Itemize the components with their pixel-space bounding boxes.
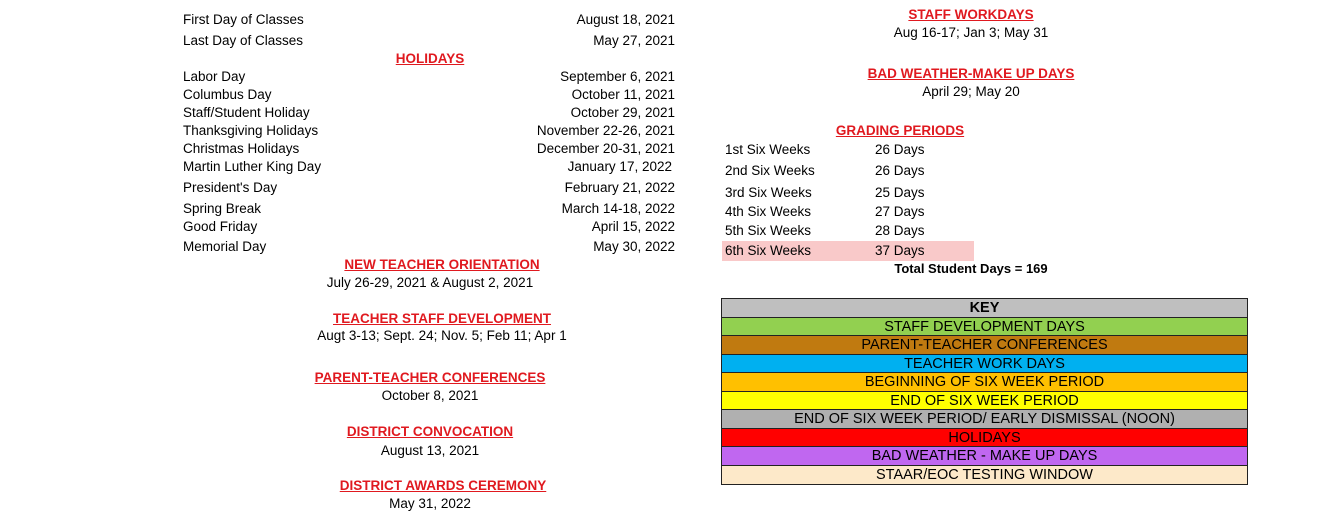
holiday-date: October 11, 2021 bbox=[571, 87, 675, 102]
holiday-date: September 6, 2021 bbox=[560, 69, 675, 84]
holiday-label: Thanksgiving Holidays bbox=[183, 123, 319, 138]
grading-period-label: 6th Six Weeks bbox=[725, 243, 812, 258]
convocation-dates: August 13, 2021 bbox=[380, 443, 480, 458]
grading-period-label: 4th Six Weeks bbox=[725, 204, 812, 219]
last-day-date: May 27, 2021 bbox=[593, 33, 675, 48]
key-item: PARENT-TEACHER CONFERENCES bbox=[722, 336, 1247, 355]
holiday-label: Christmas Holidays bbox=[183, 141, 300, 156]
new-teacher-dates: July 26-29, 2021 & August 2, 2021 bbox=[326, 275, 534, 290]
awards-heading: DISTRICT AWARDS CEREMONY bbox=[339, 478, 547, 493]
holiday-date: November 22-26, 2021 bbox=[536, 123, 675, 138]
grading-period-label: 2nd Six Weeks bbox=[725, 163, 815, 178]
holiday-date: March 14-18, 2022 bbox=[561, 201, 675, 216]
first-day-label: First Day of Classes bbox=[183, 12, 304, 27]
grading-period-days: 26 Days bbox=[875, 142, 925, 157]
grading-period-label: 1st Six Weeks bbox=[725, 142, 811, 157]
holiday-label: Martin Luther King Day bbox=[183, 159, 322, 174]
holiday-label: President's Day bbox=[183, 180, 278, 195]
holiday-date: February 21, 2022 bbox=[564, 180, 675, 195]
total-student-days: Total Student Days = 169 bbox=[894, 261, 1048, 276]
first-day-date: August 18, 2021 bbox=[576, 12, 675, 27]
grading-heading: GRADING PERIODS bbox=[835, 123, 965, 138]
grading-period-label: 5th Six Weeks bbox=[725, 223, 812, 238]
grading-period-days: 25 Days bbox=[875, 185, 925, 200]
key-item: END OF SIX WEEK PERIOD/ EARLY DISMISSAL (NOON) bbox=[722, 410, 1247, 429]
holidays-heading: HOLIDAYS bbox=[395, 51, 465, 66]
bad-weather-heading: BAD WEATHER-MAKE UP DAYS bbox=[867, 66, 1075, 81]
grading-period-days: 28 Days bbox=[875, 223, 925, 238]
key-item: END OF SIX WEEK PERIOD bbox=[722, 392, 1247, 411]
awards-dates: May 31, 2022 bbox=[389, 496, 471, 511]
holiday-label: Spring Break bbox=[183, 201, 262, 216]
staff-dev-heading: TEACHER STAFF DEVELOPMENT bbox=[332, 311, 552, 326]
key-item: STAAR/EOC TESTING WINDOW bbox=[722, 466, 1247, 485]
workdays-dates: Aug 16-17; Jan 3; May 31 bbox=[893, 25, 1049, 40]
holiday-label: Memorial Day bbox=[183, 239, 267, 254]
key-item: STAFF DEVELOPMENT DAYS bbox=[722, 318, 1247, 337]
ptc-dates: October 8, 2021 bbox=[381, 388, 479, 403]
grading-period-days: 27 Days bbox=[875, 204, 925, 219]
holiday-label: Labor Day bbox=[183, 69, 246, 84]
holiday-date: October 29, 2021 bbox=[570, 105, 675, 120]
new-teacher-heading: NEW TEACHER ORIENTATION bbox=[344, 257, 540, 272]
key-item: BEGINNING OF SIX WEEK PERIOD bbox=[722, 373, 1247, 392]
grading-period-days: 37 Days bbox=[875, 243, 925, 258]
staff-dev-dates: Augt 3-13; Sept. 24; Nov. 5; Feb 11; Apr 1 bbox=[317, 328, 567, 343]
key-title: KEY bbox=[722, 299, 1247, 318]
last-day-label: Last Day of Classes bbox=[183, 33, 304, 48]
holiday-date: December 20-31, 2021 bbox=[536, 141, 675, 156]
holiday-label: Columbus Day bbox=[183, 87, 272, 102]
holiday-label: Staff/Student Holiday bbox=[183, 105, 310, 120]
grading-period-label: 3rd Six Weeks bbox=[725, 185, 812, 200]
bad-weather-dates: April 29; May 20 bbox=[922, 84, 1020, 99]
holiday-date: April 15, 2022 bbox=[591, 219, 675, 234]
key-item: BAD WEATHER - MAKE UP DAYS bbox=[722, 447, 1247, 466]
ptc-heading: PARENT-TEACHER CONFERENCES bbox=[314, 370, 546, 385]
key-item: TEACHER WORK DAYS bbox=[722, 355, 1247, 374]
workdays-heading: STAFF WORKDAYS bbox=[908, 7, 1034, 22]
grading-period-days: 26 Days bbox=[875, 163, 925, 178]
holiday-label: Good Friday bbox=[183, 219, 258, 234]
convocation-heading: DISTRICT CONVOCATION bbox=[346, 424, 514, 439]
holiday-date: May 30, 2022 bbox=[593, 239, 675, 254]
key-table bbox=[721, 298, 1248, 485]
key-item: HOLIDAYS bbox=[722, 429, 1247, 448]
holiday-date: January 17, 2022 bbox=[567, 159, 672, 174]
